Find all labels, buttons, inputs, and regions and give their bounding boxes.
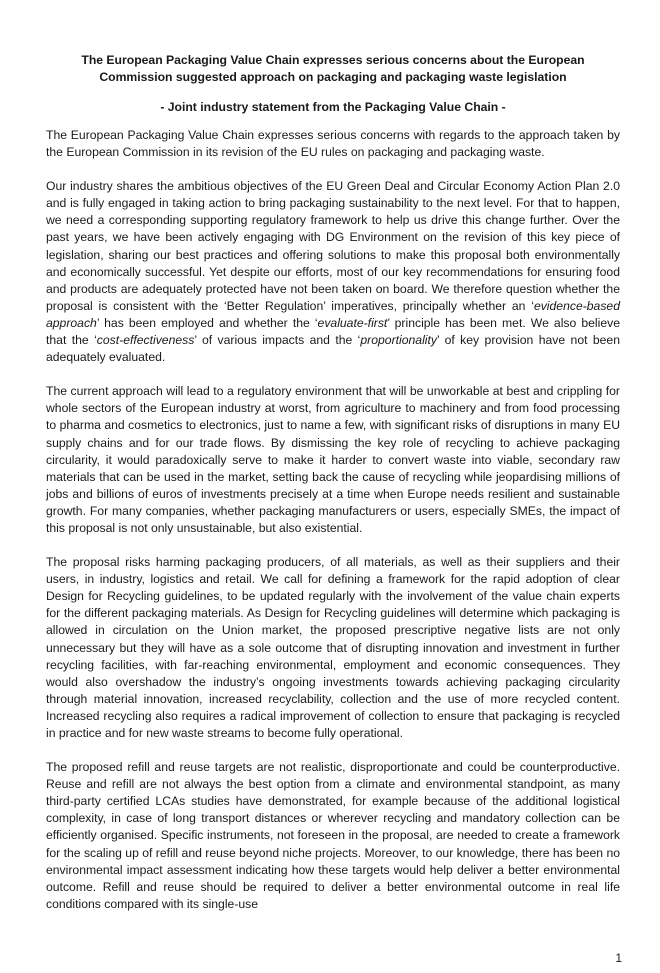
paragraph-design-for-recycling <box>46 554 620 742</box>
paragraph-text: ’ has been employed and whether the ‘ <box>96 315 318 330</box>
paragraph-text: ’ of various impacts and the ‘ <box>194 333 361 348</box>
italic-term: cost-effectiveness <box>96 333 195 348</box>
paragraph-text: The European Packaging Value Chain expresses serious concerns with regards to the approach taken by the European Commission in its revision of the EU rules on packaging and packaging waste. <box>46 128 620 160</box>
paragraph-text: ’ of key provision have not been adequately evaluated. <box>46 333 620 365</box>
paragraph-current-approach <box>46 383 620 537</box>
italic-term: evidence-based approach <box>46 298 620 330</box>
paragraph-text: The proposal risks harming packaging producers, of all materials, as well as their suppliers and their users, in industry, logistics and retail. We call for defining a framework for the rapid adoption of clear Design for Recycling guidelines, to be updated regularly with the involvement of the value chain experts for the different packaging materials. As Design for Recycling guidelines will determine which packaging is allowed in circulation on the Union market, the proposed prescriptive negative lists are not only unnecessary but they will have as a sole outcome that of disrupting innovation and investment in further recycling facilities, with far-reaching environmental, employment and economic consequences. They would also overshadow the industry’s ongoing investments towards achieving packaging circularity through material innovation, increased recyclability, collection and the use of more recycled content. Increased recycling also requires a radical improvement of collection to ensure that packaging is recycled in practice and for new waste streams to become fully operational. <box>46 555 620 740</box>
paragraph-objectives <box>46 178 620 366</box>
paragraph-text: The proposed refill and reuse targets are not realistic, disproportionate and could be counterproductive. Reuse and refill are not always the best option from a climate and environmental standpoint, as many third-party certified LCAs studies have demonstrated, for example because of the additional logistical complexity, in case of long transport distances or wherever recycling and mandatory collection can be efficiently organised. Specific instruments, not foreseen in the proposal, are needed to create a framework for the scaling up of refill and reuse beyond niche projects. Moreover, to our knowledge, there has been no environmental impact assessment indicating how these targets would help deliver a better environmental outcome. Refill and reuse should be required to deliver a better environmental outcome in real life conditions compared with its single-use <box>46 760 620 911</box>
italic-term: evaluate-first <box>317 315 388 330</box>
document-subtitle: - Joint industry statement from the Packaging Value Chain - <box>160 100 506 114</box>
paragraph-refill-reuse <box>46 759 620 913</box>
paragraph-text: ’ principle has been met. We also believe that the ‘ <box>46 315 620 348</box>
paragraph-intro <box>46 127 620 161</box>
paragraph-text: The current approach will lead to a regulatory environment that will be unworkable at best and crippling for whole sectors of the European industry at worst, from agriculture to machinery and from food processing to pharma and cosmetics to electronics, just to name a few, with significant risks of disruptions in many EU supply chains and for our trade flows. By dismissing the key role of recycling to achieve packaging circularity, it would paradoxically serve to make it harder to convert waste into viable, secondary raw materials that can be used in the market, setting back the cause of recycling while jeopardising millions of jobs and billions of euros of investments precisely at a time when Europe needs resilient and sustainable growth. For many companies, whether packaging manufacturers or users, especially SMEs, the impact of this proposal is not only unsustainable, but also existential. <box>46 384 620 535</box>
page-number: 1 <box>615 951 622 965</box>
paragraph-text: Our industry shares the ambitious objectives of the EU Green Deal and Circular Economy Action Plan 2.0 and is fully engaged in taking action to bring packaging sustainability to the next level. For that to happen, we need a corresponding supporting regulatory framework to help us drive this change further. Over the past years, we have been actively engaging with DG Environment on the revision of this key piece of legislation, sharing our best practices and offering solutions to make this proposal both environmentally and economically successful. Yet despite our efforts, most of our key recommendations for ensuring food and products are adequately protected have not been taken on board. We therefore question whether the proposal is consistent with the ‘Better Regulation’ imperatives, principally whether an ‘ <box>46 179 620 313</box>
document-title: The European Packaging Value Chain expresses serious concerns about the European Commission suggested approach on packaging and packaging waste legislation <box>81 53 585 84</box>
italic-term: proportionality <box>360 333 437 348</box>
